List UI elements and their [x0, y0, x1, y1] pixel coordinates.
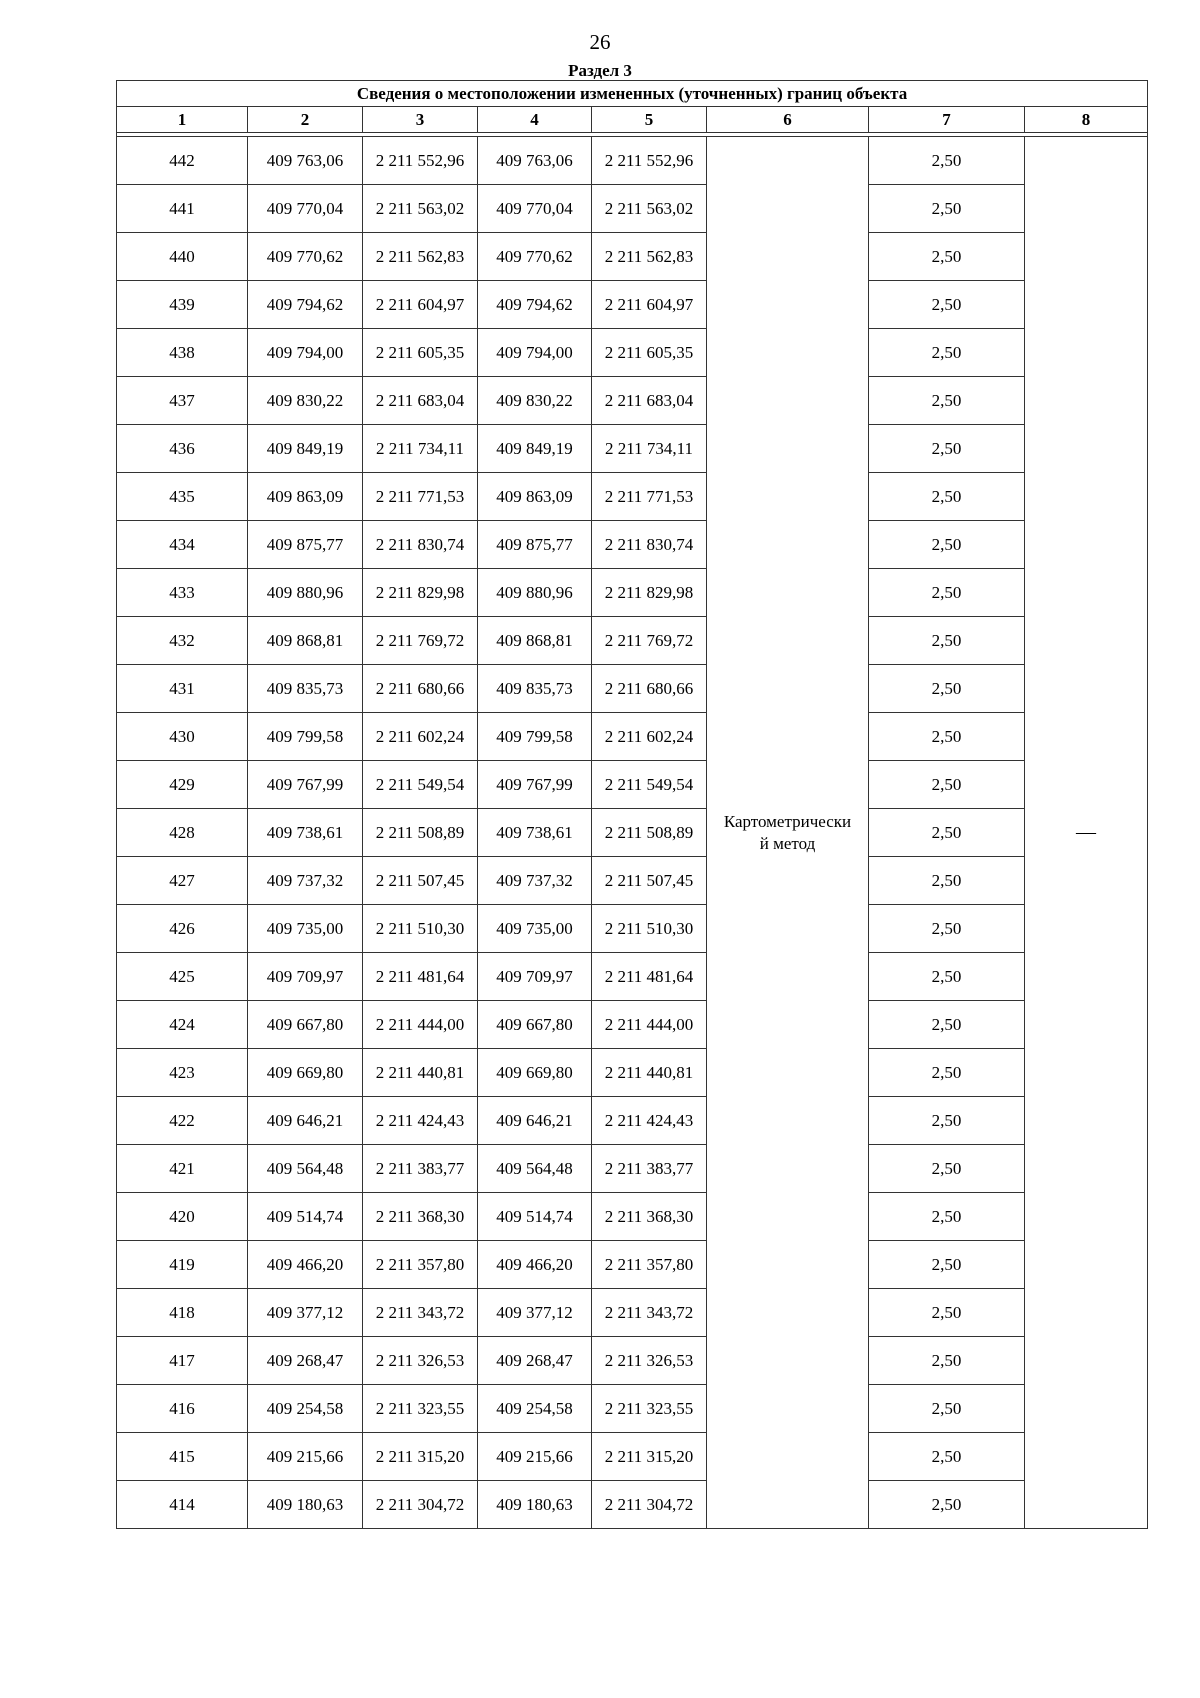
y-old-cell: 2 211 605,35 [363, 329, 478, 377]
table-row [117, 1385, 1148, 1433]
accuracy-cell: 2,50 [869, 1289, 1025, 1337]
point-number-cell: 434 [117, 521, 248, 569]
x-old-cell: 409 738,61 [248, 809, 363, 857]
x-new-cell: 409 794,62 [478, 281, 592, 329]
x-new-cell: 409 880,96 [478, 569, 592, 617]
table-row [117, 665, 1148, 713]
table-row [117, 1433, 1148, 1481]
y-new-cell: 2 211 769,72 [592, 617, 707, 665]
page-number: 26 [589, 30, 611, 54]
y-old-cell: 2 211 552,96 [363, 137, 478, 185]
x-new-cell: 409 709,97 [478, 953, 592, 1001]
x-new-cell: 409 830,22 [478, 377, 592, 425]
point-number-cell: 438 [117, 329, 248, 377]
x-old-cell: 409 868,81 [248, 617, 363, 665]
table-row [117, 377, 1148, 425]
column-number: 6 [707, 107, 869, 133]
accuracy-cell: 2,50 [869, 233, 1025, 281]
table-row [117, 1145, 1148, 1193]
x-old-cell: 409 763,06 [248, 137, 363, 185]
table-body [117, 137, 1148, 1529]
point-number-cell: 440 [117, 233, 248, 281]
x-old-cell: 409 835,73 [248, 665, 363, 713]
y-old-cell: 2 211 315,20 [363, 1433, 478, 1481]
x-new-cell: 409 875,77 [478, 521, 592, 569]
point-number-cell: 442 [117, 137, 248, 185]
accuracy-cell: 2,50 [869, 809, 1025, 857]
accuracy-cell: 2,50 [869, 377, 1025, 425]
coordinates-table [116, 80, 1148, 1529]
y-new-cell: 2 211 315,20 [592, 1433, 707, 1481]
method-text-line: Картометрически [723, 811, 852, 831]
point-number-cell: 424 [117, 1001, 248, 1049]
y-old-cell: 2 211 357,80 [363, 1241, 478, 1289]
y-old-cell: 2 211 481,64 [363, 953, 478, 1001]
x-new-cell: 409 767,99 [478, 761, 592, 809]
table-row [117, 1241, 1148, 1289]
accuracy-cell: 2,50 [869, 521, 1025, 569]
accuracy-cell: 2,50 [869, 665, 1025, 713]
x-new-cell: 409 868,81 [478, 617, 592, 665]
table-row [117, 1097, 1148, 1145]
y-new-cell: 2 211 326,53 [592, 1337, 707, 1385]
point-number-cell: 433 [117, 569, 248, 617]
table-row [117, 1289, 1148, 1337]
point-number-cell: 431 [117, 665, 248, 713]
x-new-cell: 409 770,04 [478, 185, 592, 233]
point-number-cell: 441 [117, 185, 248, 233]
accuracy-cell: 2,50 [869, 1337, 1025, 1385]
table-row [117, 761, 1148, 809]
y-old-cell: 2 211 424,43 [363, 1097, 478, 1145]
y-new-cell: 2 211 510,30 [592, 905, 707, 953]
point-number-cell: 420 [117, 1193, 248, 1241]
x-new-cell: 409 268,47 [478, 1337, 592, 1385]
x-old-cell: 409 880,96 [248, 569, 363, 617]
y-old-cell: 2 211 734,11 [363, 425, 478, 473]
y-old-cell: 2 211 343,72 [363, 1289, 478, 1337]
x-new-cell: 409 180,63 [478, 1481, 592, 1529]
y-new-cell: 2 211 552,96 [592, 137, 707, 185]
point-number-cell: 439 [117, 281, 248, 329]
accuracy-cell: 2,50 [869, 473, 1025, 521]
method-cell [707, 137, 869, 1529]
y-new-cell: 2 211 830,74 [592, 521, 707, 569]
accuracy-cell: 2,50 [869, 1097, 1025, 1145]
y-old-cell: 2 211 680,66 [363, 665, 478, 713]
point-number-cell: 427 [117, 857, 248, 905]
x-old-cell: 409 794,00 [248, 329, 363, 377]
accuracy-cell: 2,50 [869, 713, 1025, 761]
table-row [117, 1001, 1148, 1049]
x-old-cell: 409 564,48 [248, 1145, 363, 1193]
x-old-cell: 409 794,62 [248, 281, 363, 329]
point-number-cell: 421 [117, 1145, 248, 1193]
point-number-cell: 432 [117, 617, 248, 665]
x-new-cell: 409 215,66 [478, 1433, 592, 1481]
accuracy-cell: 2,50 [869, 281, 1025, 329]
y-new-cell: 2 211 683,04 [592, 377, 707, 425]
y-old-cell: 2 211 383,77 [363, 1145, 478, 1193]
table-row [117, 809, 1148, 857]
x-old-cell: 409 849,19 [248, 425, 363, 473]
table-row [117, 233, 1148, 281]
y-old-cell: 2 211 304,72 [363, 1481, 478, 1529]
table-caption: Сведения о местоположении измененных (уточненных) границ объекта [117, 81, 1148, 107]
accuracy-cell: 2,50 [869, 761, 1025, 809]
point-number-cell: 428 [117, 809, 248, 857]
y-new-cell: 2 211 771,53 [592, 473, 707, 521]
x-old-cell: 409 799,58 [248, 713, 363, 761]
point-number-cell: 422 [117, 1097, 248, 1145]
x-old-cell: 409 667,80 [248, 1001, 363, 1049]
y-new-cell: 2 211 507,45 [592, 857, 707, 905]
x-new-cell: 409 835,73 [478, 665, 592, 713]
x-new-cell: 409 254,58 [478, 1385, 592, 1433]
accuracy-cell: 2,50 [869, 617, 1025, 665]
y-old-cell: 2 211 510,30 [363, 905, 478, 953]
table-row [117, 281, 1148, 329]
accuracy-cell: 2,50 [869, 1193, 1025, 1241]
x-new-cell: 409 799,58 [478, 713, 592, 761]
x-new-cell: 409 863,09 [478, 473, 592, 521]
accuracy-cell: 2,50 [869, 1145, 1025, 1193]
x-old-cell: 409 669,80 [248, 1049, 363, 1097]
x-new-cell: 409 646,21 [478, 1097, 592, 1145]
x-old-cell: 409 767,99 [248, 761, 363, 809]
x-old-cell: 409 377,12 [248, 1289, 363, 1337]
table-row [117, 953, 1148, 1001]
column-number-row [117, 107, 1148, 133]
point-number-cell: 416 [117, 1385, 248, 1433]
x-old-cell: 409 863,09 [248, 473, 363, 521]
column-number: 1 [117, 107, 248, 133]
x-old-cell: 409 254,58 [248, 1385, 363, 1433]
y-new-cell: 2 211 444,00 [592, 1001, 707, 1049]
point-number-cell: 423 [117, 1049, 248, 1097]
accuracy-cell: 2,50 [869, 905, 1025, 953]
accuracy-cell: 2,50 [869, 1241, 1025, 1289]
accuracy-cell: 2,50 [869, 1385, 1025, 1433]
x-old-cell: 409 646,21 [248, 1097, 363, 1145]
method-text-line: й метод [759, 833, 816, 853]
y-new-cell: 2 211 829,98 [592, 569, 707, 617]
accuracy-cell: 2,50 [869, 1049, 1025, 1097]
y-new-cell: 2 211 304,72 [592, 1481, 707, 1529]
y-old-cell: 2 211 440,81 [363, 1049, 478, 1097]
table-row [117, 425, 1148, 473]
x-old-cell: 409 268,47 [248, 1337, 363, 1385]
point-number-cell: 426 [117, 905, 248, 953]
x-new-cell: 409 667,80 [478, 1001, 592, 1049]
x-old-cell: 409 875,77 [248, 521, 363, 569]
table-row [117, 473, 1148, 521]
y-old-cell: 2 211 549,54 [363, 761, 478, 809]
x-new-cell: 409 735,00 [478, 905, 592, 953]
x-new-cell: 409 763,06 [478, 137, 592, 185]
point-number-cell: 415 [117, 1433, 248, 1481]
y-old-cell: 2 211 604,97 [363, 281, 478, 329]
point-number-cell: 418 [117, 1289, 248, 1337]
column-number: 8 [1025, 107, 1148, 133]
point-number-cell: 425 [117, 953, 248, 1001]
y-new-cell: 2 211 368,30 [592, 1193, 707, 1241]
accuracy-cell: 2,50 [869, 953, 1025, 1001]
table-row [117, 569, 1148, 617]
y-old-cell: 2 211 326,53 [363, 1337, 478, 1385]
y-new-cell: 2 211 424,43 [592, 1097, 707, 1145]
y-old-cell: 2 211 602,24 [363, 713, 478, 761]
y-old-cell: 2 211 368,30 [363, 1193, 478, 1241]
y-new-cell: 2 211 357,80 [592, 1241, 707, 1289]
x-old-cell: 409 180,63 [248, 1481, 363, 1529]
y-new-cell: 2 211 508,89 [592, 809, 707, 857]
point-number-cell: 435 [117, 473, 248, 521]
y-old-cell: 2 211 771,53 [363, 473, 478, 521]
y-new-cell: 2 211 481,64 [592, 953, 707, 1001]
y-old-cell: 2 211 562,83 [363, 233, 478, 281]
point-number-cell: 436 [117, 425, 248, 473]
table-row [117, 713, 1148, 761]
y-new-cell: 2 211 562,83 [592, 233, 707, 281]
y-old-cell: 2 211 830,74 [363, 521, 478, 569]
column-number: 3 [363, 107, 478, 133]
x-new-cell: 409 770,62 [478, 233, 592, 281]
accuracy-cell: 2,50 [869, 1001, 1025, 1049]
column-number: 7 [869, 107, 1025, 133]
y-old-cell: 2 211 769,72 [363, 617, 478, 665]
y-new-cell: 2 211 549,54 [592, 761, 707, 809]
accuracy-cell: 2,50 [869, 329, 1025, 377]
table-row [117, 905, 1148, 953]
point-number-cell: 429 [117, 761, 248, 809]
table-row [117, 1481, 1148, 1529]
y-old-cell: 2 211 444,00 [363, 1001, 478, 1049]
note-cell: — [1025, 137, 1148, 1529]
y-new-cell: 2 211 680,66 [592, 665, 707, 713]
point-number-cell: 437 [117, 377, 248, 425]
x-new-cell: 409 794,00 [478, 329, 592, 377]
x-new-cell: 409 377,12 [478, 1289, 592, 1337]
table-row [117, 185, 1148, 233]
y-old-cell: 2 211 683,04 [363, 377, 478, 425]
y-new-cell: 2 211 323,55 [592, 1385, 707, 1433]
accuracy-cell: 2,50 [869, 569, 1025, 617]
x-new-cell: 409 564,48 [478, 1145, 592, 1193]
accuracy-cell: 2,50 [869, 185, 1025, 233]
accuracy-cell: 2,50 [869, 137, 1025, 185]
y-old-cell: 2 211 323,55 [363, 1385, 478, 1433]
table-row [117, 521, 1148, 569]
x-old-cell: 409 735,00 [248, 905, 363, 953]
y-new-cell: 2 211 604,97 [592, 281, 707, 329]
x-old-cell: 409 709,97 [248, 953, 363, 1001]
y-new-cell: 2 211 440,81 [592, 1049, 707, 1097]
y-old-cell: 2 211 507,45 [363, 857, 478, 905]
y-new-cell: 2 211 343,72 [592, 1289, 707, 1337]
x-new-cell: 409 737,32 [478, 857, 592, 905]
table-row [117, 617, 1148, 665]
point-number-cell: 417 [117, 1337, 248, 1385]
table-row [117, 857, 1148, 905]
x-new-cell: 409 514,74 [478, 1193, 592, 1241]
accuracy-cell: 2,50 [869, 425, 1025, 473]
y-new-cell: 2 211 605,35 [592, 329, 707, 377]
y-old-cell: 2 211 508,89 [363, 809, 478, 857]
accuracy-cell: 2,50 [869, 857, 1025, 905]
y-new-cell: 2 211 383,77 [592, 1145, 707, 1193]
x-new-cell: 409 738,61 [478, 809, 592, 857]
point-number-cell: 419 [117, 1241, 248, 1289]
y-new-cell: 2 211 734,11 [592, 425, 707, 473]
table-row [117, 1049, 1148, 1097]
x-old-cell: 409 514,74 [248, 1193, 363, 1241]
y-new-cell: 2 211 602,24 [592, 713, 707, 761]
table-row [117, 1337, 1148, 1385]
x-new-cell: 409 466,20 [478, 1241, 592, 1289]
x-old-cell: 409 466,20 [248, 1241, 363, 1289]
x-old-cell: 409 215,66 [248, 1433, 363, 1481]
x-old-cell: 409 770,04 [248, 185, 363, 233]
column-number: 4 [478, 107, 592, 133]
x-new-cell: 409 669,80 [478, 1049, 592, 1097]
table-row [117, 1193, 1148, 1241]
section-title: Раздел 3 [568, 61, 632, 80]
point-number-cell: 430 [117, 713, 248, 761]
column-number: 5 [592, 107, 707, 133]
x-old-cell: 409 830,22 [248, 377, 363, 425]
y-new-cell: 2 211 563,02 [592, 185, 707, 233]
column-number: 2 [248, 107, 363, 133]
x-new-cell: 409 849,19 [478, 425, 592, 473]
table-row [117, 329, 1148, 377]
accuracy-cell: 2,50 [869, 1433, 1025, 1481]
accuracy-cell: 2,50 [869, 1481, 1025, 1529]
y-old-cell: 2 211 829,98 [363, 569, 478, 617]
point-number-cell: 414 [117, 1481, 248, 1529]
y-old-cell: 2 211 563,02 [363, 185, 478, 233]
x-old-cell: 409 770,62 [248, 233, 363, 281]
table-row [117, 137, 1148, 185]
x-old-cell: 409 737,32 [248, 857, 363, 905]
